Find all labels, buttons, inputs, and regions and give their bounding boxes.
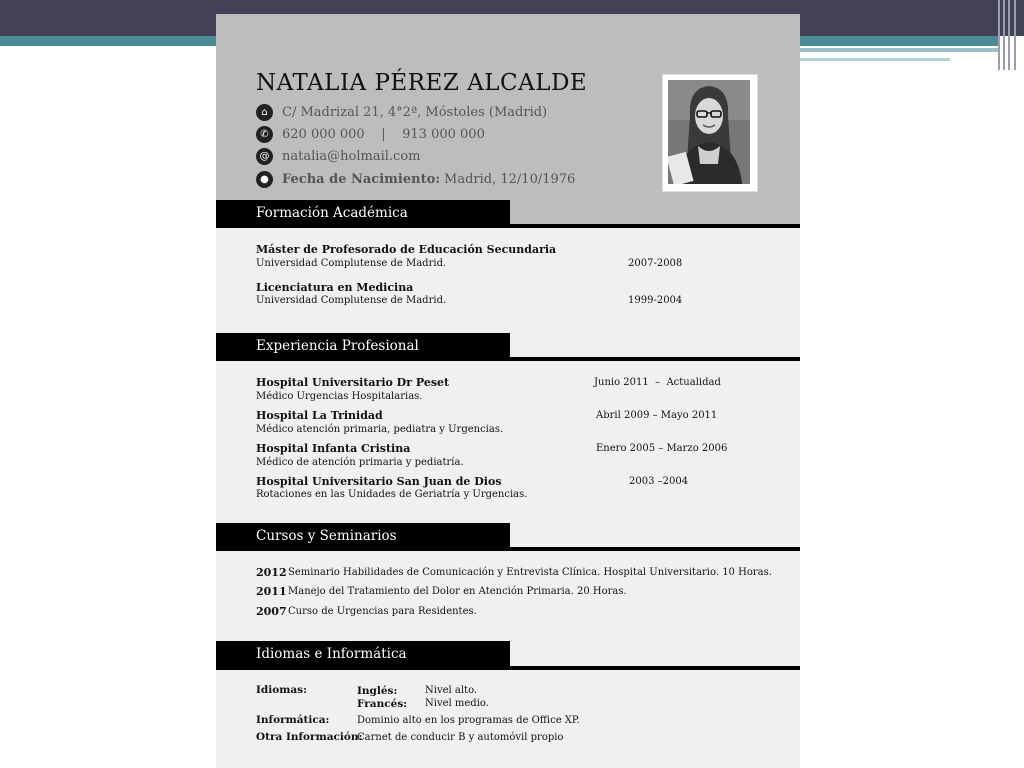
experiencia-4-desc: Rotaciones en las Unidades de Geriatría y Urgencias. [256,489,528,500]
user-icon: ● [256,171,273,188]
email-text: natalia@holmail.com [282,149,421,164]
home-icon: ⌂ [256,104,273,121]
address-text: C/ Madrizal 21, 4°2ª, Móstoles (Madrid) [282,105,548,120]
birth-label: Fecha de Nacimiento: [282,172,441,187]
section-title-experiencia: Experiencia Profesional [216,333,510,359]
section-title-idiomas: Idiomas e Informática [216,641,510,667]
curso-1-year: 2012 [256,566,287,579]
experiencia-1-desc: Médico Urgencias Hospitalarias. [256,391,423,402]
experiencia-1-dates: Junio 2011 – Actualidad [594,377,721,388]
lang-1-name: Inglés: [357,685,398,697]
cv-header [216,14,800,226]
experiencia-3-title: Hospital Infanta Cristina [256,442,411,455]
section-title-cursos: Cursos y Seminarios [216,523,510,549]
lang-2-name: Francés: [357,698,408,710]
idiomas-label: Idiomas: [256,684,307,696]
otra-label: Otra Información: [256,731,363,743]
birth-value: Madrid, 12/10/1976 [444,172,576,187]
curso-3-year: 2007 [256,605,287,618]
light-band-2 [800,58,950,61]
email-row [256,148,420,165]
birth-row [256,171,575,188]
experiencia-3-desc: Médico de atención primaria y pediatría. [256,457,464,468]
formacion-2-title: Licenciatura en Medicina [256,281,414,294]
phone-text: 620 000 000 | 913 000 000 [282,127,485,142]
address-row [256,104,547,121]
informatica-label: Informática: [256,714,330,726]
curso-2-text: Manejo del Tratamiento del Dolor en Atención Primaria. 20 Horas. [288,586,627,597]
lang-1-level: Nivel alto. [425,685,478,696]
lang-2-level: Nivel medio. [425,698,489,709]
light-band [800,48,1000,52]
formacion-1-place: Universidad Complutense de Madrid. [256,258,447,269]
experiencia-4-title: Hospital Universitario San Juan de Dios [256,475,502,488]
experiencia-2-desc: Médico atención primaria, pediatra y Urgencias. [256,424,504,435]
informatica-value: Dominio alto en los programas de Office XP. [357,715,580,726]
formacion-1-title: Máster de Profesorado de Educación Secundaria [256,243,557,256]
person-name: NATALIA PÉREZ ALCALDE [256,70,588,96]
profile-photo [662,74,758,192]
phone-row [256,126,485,143]
cv-page [216,14,800,768]
experiencia-2-dates: Abril 2009 – Mayo 2011 [596,410,718,421]
decorative-lines [994,0,1024,70]
experiencia-3-dates: Enero 2005 – Marzo 2006 [596,443,728,454]
curso-3-text: Curso de Urgencias para Residentes. [288,606,477,617]
experiencia-2-title: Hospital La Trinidad [256,409,383,422]
otra-value: Carnet de conducir B y automóvil propio [357,732,564,743]
at-icon: @ [256,148,273,165]
formacion-2-dates: 1999-2004 [628,295,683,306]
section-title-formacion: Formación Académica [216,200,510,226]
formacion-1-dates: 2007-2008 [628,258,683,269]
phone-icon: ✆ [256,126,273,143]
curso-2-year: 2011 [256,585,287,598]
portrait-image [668,80,750,184]
curso-1-text: Seminario Habilidades de Comunicación y Entrevista Clínica. Hospital Universitario. 10 Horas. [288,567,772,578]
experiencia-1-title: Hospital Universitario Dr Peset [256,376,450,389]
formacion-2-place: Universidad Complutense de Madrid. [256,295,447,306]
experiencia-4-dates: 2003 –2004 [629,476,689,487]
